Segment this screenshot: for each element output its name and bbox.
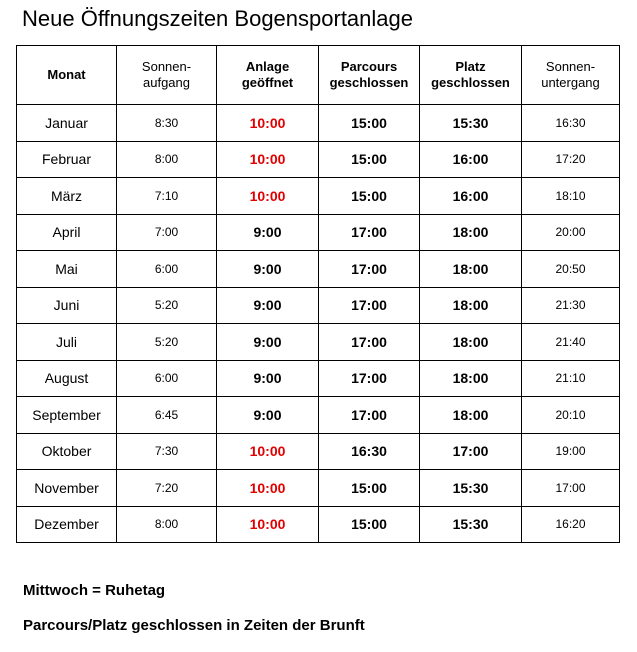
header-parcours-line1: Parcours: [340, 59, 398, 74]
table-row: [17, 251, 620, 288]
cell-platz: 18:00: [420, 287, 522, 324]
cell-sunrise: 6:45: [117, 397, 217, 434]
cell-month: März: [17, 178, 117, 215]
cell-parcours: 17:00: [319, 287, 420, 324]
cell-month: Juni: [17, 287, 117, 324]
cell-platz: 18:00: [420, 397, 522, 434]
cell-sunset: 21:40: [522, 324, 620, 361]
header-sunset-line1: Sonnen-: [545, 59, 596, 74]
header-sunset: [522, 46, 620, 105]
cell-open: 9:00: [217, 214, 319, 251]
cell-sunset: 19:00: [522, 433, 620, 470]
cell-platz: 17:00: [420, 433, 522, 470]
cell-open: 9:00: [217, 397, 319, 434]
cell-sunrise: 5:20: [117, 287, 217, 324]
cell-parcours: 15:00: [319, 178, 420, 215]
header-platz-line1: Platz: [455, 59, 486, 74]
cell-sunrise: 7:20: [117, 470, 217, 507]
cell-parcours: 15:00: [319, 506, 420, 543]
cell-platz: 18:00: [420, 251, 522, 288]
cell-sunset: 16:30: [522, 105, 620, 142]
table-row: [17, 324, 620, 361]
cell-open: 9:00: [217, 251, 319, 288]
cell-open: 10:00: [217, 105, 319, 142]
header-opened-line1: Anlage: [245, 59, 290, 74]
cell-platz: 16:00: [420, 178, 522, 215]
cell-sunrise: 5:20: [117, 324, 217, 361]
header-sunset-line2: untergang: [541, 75, 600, 90]
table-row: [17, 397, 620, 434]
cell-month: Januar: [17, 105, 117, 142]
cell-month: November: [17, 470, 117, 507]
cell-sunset: 21:30: [522, 287, 620, 324]
cell-month: Dezember: [17, 506, 117, 543]
cell-month: Juli: [17, 324, 117, 361]
opening-hours-table: [16, 45, 620, 543]
cell-open: 10:00: [217, 470, 319, 507]
table-row: [17, 178, 620, 215]
cell-platz: 15:30: [420, 506, 522, 543]
cell-month: Oktober: [17, 433, 117, 470]
cell-sunset: 17:20: [522, 141, 620, 178]
table-row: [17, 433, 620, 470]
cell-month: September: [17, 397, 117, 434]
cell-open: 9:00: [217, 287, 319, 324]
cell-platz: 18:00: [420, 324, 522, 361]
cell-platz: 15:30: [420, 470, 522, 507]
cell-open: 10:00: [217, 141, 319, 178]
header-sunrise: [117, 46, 217, 105]
cell-parcours: 17:00: [319, 397, 420, 434]
cell-sunrise: 7:00: [117, 214, 217, 251]
table-row: [17, 287, 620, 324]
page-title: Neue Öffnungszeiten Bogensportanlage: [22, 6, 413, 31]
note-ruhetag: Mittwoch = Ruhetag: [23, 582, 166, 599]
cell-open: 10:00: [217, 178, 319, 215]
header-opened: [217, 46, 319, 105]
header-platz: [420, 46, 522, 105]
cell-parcours: 15:00: [319, 141, 420, 178]
table-row: [17, 214, 620, 251]
header-sunrise-line1: Sonnen-: [141, 59, 192, 74]
header-parcours-line2: geschlossen: [329, 75, 409, 90]
note-brunft: Parcours/Platz geschlossen in Zeiten der Brunft: [23, 617, 365, 634]
cell-sunset: 20:50: [522, 251, 620, 288]
header-parcours: [319, 46, 420, 105]
cell-platz: 15:30: [420, 105, 522, 142]
cell-platz: 16:00: [420, 141, 522, 178]
cell-month: Februar: [17, 141, 117, 178]
header-opened-line2: geöffnet: [241, 75, 294, 90]
header-sunrise-line2: aufgang: [143, 75, 190, 90]
cell-sunrise: 8:00: [117, 141, 217, 178]
cell-platz: 18:00: [420, 360, 522, 397]
cell-sunset: 20:10: [522, 397, 620, 434]
table-header-row: [17, 46, 620, 105]
cell-month: August: [17, 360, 117, 397]
cell-sunrise: 8:00: [117, 506, 217, 543]
table-row: [17, 360, 620, 397]
cell-sunrise: 8:30: [117, 105, 217, 142]
cell-platz: 18:00: [420, 214, 522, 251]
cell-sunset: 20:00: [522, 214, 620, 251]
cell-sunrise: 7:30: [117, 433, 217, 470]
cell-parcours: 17:00: [319, 360, 420, 397]
cell-open: 9:00: [217, 360, 319, 397]
cell-sunrise: 7:10: [117, 178, 217, 215]
header-monat: Monat: [17, 46, 117, 105]
cell-parcours: 15:00: [319, 105, 420, 142]
cell-sunset: 16:20: [522, 506, 620, 543]
header-platz-line2: geschlossen: [431, 75, 510, 90]
cell-parcours: 17:00: [319, 251, 420, 288]
cell-parcours: 17:00: [319, 214, 420, 251]
cell-open: 9:00: [217, 324, 319, 361]
cell-sunset: 17:00: [522, 470, 620, 507]
cell-parcours: 17:00: [319, 324, 420, 361]
table-row: [17, 470, 620, 507]
cell-sunset: 21:10: [522, 360, 620, 397]
cell-sunrise: 6:00: [117, 251, 217, 288]
cell-open: 10:00: [217, 506, 319, 543]
cell-month: Mai: [17, 251, 117, 288]
cell-open: 10:00: [217, 433, 319, 470]
cell-parcours: 16:30: [319, 433, 420, 470]
cell-month: April: [17, 214, 117, 251]
cell-sunrise: 6:00: [117, 360, 217, 397]
cell-sunset: 18:10: [522, 178, 620, 215]
cell-parcours: 15:00: [319, 470, 420, 507]
table-row: [17, 141, 620, 178]
table-row: [17, 506, 620, 543]
table-row: [17, 105, 620, 142]
